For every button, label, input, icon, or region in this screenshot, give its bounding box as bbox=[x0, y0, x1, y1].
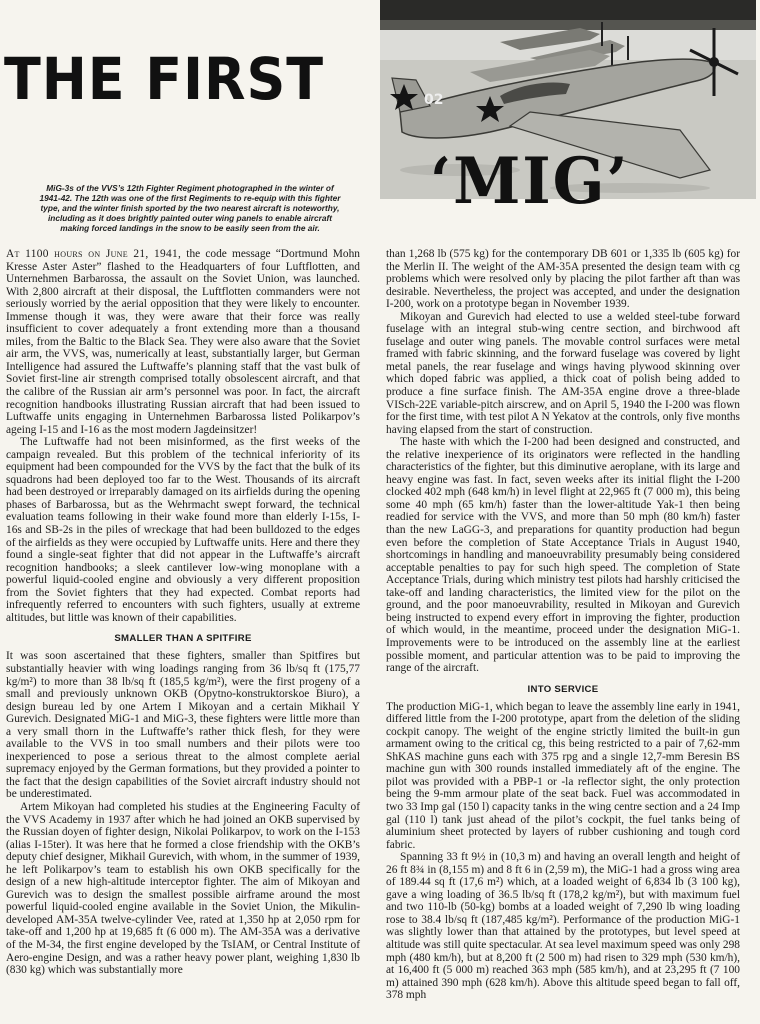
left-column bbox=[6, 248, 360, 977]
caption-line: MiG-3s of the VVS’s 12th Fighter Regiment photographed in the winter of bbox=[46, 183, 334, 193]
caption-line: type, and the winter finish sported by the two nearest aircraft is noteworthy, bbox=[40, 203, 340, 213]
paragraph: Spanning 33 ft 9½ in (10,3 m) and having an overall length and height of 26 ft 8¾ in (8,155 m) and 8 ft 6 in (2,59 m), the MiG-1 had a gross wing area of 189.44 sq ft (17,6 m²) which, at a loaded weight of 6,834 lb (3 100 kg), gave a wing loading of 36.5 lb/sq ft (178,2 kg/m²), but with maximum fuel and two 110-lb (50-kg) bombs at a loaded weight of 7,290 lb wing loading rose to 38.4 lb/sq ft (187,485 kg/m²). Performance of the production MiG-1 was slightly lower than that attained by the prototypes, but level speed at altitude was still quite spectacular. At sea level maximum speed was only 298 mph (480 km/h), but at 8,200 ft (2 500 m) had risen to 329 mph (530 km/h), at 16,400 ft (5 000 m) reached 363 mph (585 km/h), and at 23,295 ft (7 100 m) attained 390 mph (628 km/h). Above this altitude speed began to fall off, 378 mph bbox=[386, 851, 740, 1002]
right-column bbox=[386, 248, 740, 1002]
paragraph: The haste with which the I-200 had been designed and constructed, and the relative inexperience of its originators were reflected in the handling characteristics of the fighter, but this diminutive aeroplane, with its large and heavy engine was fast. In fact, seven weeks after its initial flight the I-200 clocked 402 mph (648 km/h) in level flight at 22,965 ft (7 000 m), this being some 40 mph (65 km/h) faster than the lower-altitude Yak-1 then being readied for service with the VVS, and more than 50 mph (80 km/h) faster than the new LaGG-3, and preparations for quantity production had begun even before the completion of State Acceptance Trials in August 1940, shortcomings in handling and manoeuvrability presumably being considered acceptable penalties to pay for such high speed. The completion of State Acceptance Trials, during which ministry test pilots had harshly criticised the take-off and landing characteristics, the limited view for the pilot on the ground, and the poor manoeuvrability, resulted in Mikoyan and Gurevich being instructed to expend every effort in improving the fighter, production of which would, in the meantime, proceed under the designation MiG-1. Improvements were to be introduced on the assembly line at the earliest possible moment, and particular attention was to be paid to improving the range of the aircraft. bbox=[386, 436, 740, 675]
paragraph: It was soon ascertained that these fighters, smaller than Spitfires but substantially heavier with wing loadings ranging from 36 lb/sq ft (175,77 kg/m²) to more than 38 lb/sq ft (185,5 kg/m²), were the first progeny of a small and previously unknown OKB (Opytno-konstruktorskoe Biuro), a design bureau led by one Artem I Mikoyan and a certain Mikhail Y Gurevich. Designated MiG-1 and MiG-3, these fighters were little more than a very small thorn in the Luftwaffe’s rather thick flesh, for they were available to the VVS in too small numbers and their pilots were too inexperienced to pose a serious threat to the almost complete aerial supremacy enjoyed by the German formations, but they provided a pointer to the fact that the design capabilities of the Soviet aircraft industry should not be underestimated. bbox=[6, 650, 360, 801]
headline-right: ‘MIG’ bbox=[430, 144, 630, 219]
paragraph: Mikoyan and Gurevich had elected to use a welded steel-tube forward fuselage with an integral stub-wing centre section, and birchwood aft fuselage and outer wing panels. The movable control surfaces were metal framed with fabric skinning, and the forward fuselage was covered by light metal panels, the rear fuselage and wings having plywood skinning over which doped fabric was applied, a thick coat of polish being added to produce a fine surface finish. The AM-35A engine drove a three-blade VISch-22E variable-pitch airscrew, and on April 5, 1940 the I-200 was flown for the first time, with test pilot A N Yekatov at the controls, only five months having elapsed from the start of construction. bbox=[386, 310, 740, 436]
caption-line: 1941-42. The 12th was one of the first Regiments to re-equip with this fighter bbox=[39, 193, 341, 203]
paragraph: than 1,268 lb (575 kg) for the contemporary DB 601 or 1,335 lb (605 kg) for the Merlin II. The weight of the AM-35A presented the design team with cg problems which were resolved only by placing the pilot farther aft than was desirable. Nevertheless, the project was accepted, and under the designation I-200, work on a prototype began in November 1939. bbox=[386, 248, 740, 311]
paragraph: Artem Mikoyan had completed his studies at the Engineering Faculty of the VVS Academy in 1937 after which he had joined an OKB supervised by the Russian doyen of fighter design, Nikolai Polikarpov, to work on the I-153 (alias I-15ter). It was here that he formed a close friendship with the OKB’s deputy chief designer, Mikhail Gurevich, with whom, in the summer of 1939, he left Polikarpov’s team to establish his own OKB specifically for the design of a new high-altitude interceptor fighter. The aim of Mikoyan and Gurevich was to design the smallest possible airframe around the most powerful liquid-cooled engine available in the Soviet Union, the Mikulin-developed AM-35A twelve-cylinder Vee, rated at 1,350 hp at 2,050 rpm for take-off and 1,200 hp at 19,685 ft (6 000 m). The AM-35A was a derivative of the M-34, the first engine developed by the TsIAM, or Central Institute of Aero-engine Design, and was a rather heavy power plant, weighing 1,830 lb (830 kg) which was substantially more bbox=[6, 800, 360, 977]
lead-in: At 1100 hours on June 21, 1941, bbox=[6, 248, 182, 260]
caption-line: including as it does brightly painted outer wing panels to enable aircraft bbox=[48, 213, 332, 223]
caption-line: making forced landings in the snow to be easily seen from the air. bbox=[60, 223, 320, 233]
paragraph bbox=[6, 248, 360, 436]
paragraph-text: the code message “Dortmund Mohn Kresse Aster Aster” flashed to the Headquarters of four Luftflotten, and Unternehmen Barbarossa, the assault on the Soviet Union, was launched. With 2,800 aircraft at their disposal, the Luftflotten commanders were not seriously worried by the aerial opposition that they were likely to encounter. Immense though it was, they were aware that their force was really insufficient to cover adequately a front extending more than a thousand miles, from the Baltic to the Black Sea. They were also aware that the Soviet air arm, the VVS, was, numerically at least, substantially larger, but German Intelligence had assured the Luftwaffe’s planning staff that the vast bulk of Soviet first-line air strength comprised totally obsolescent aircraft, and that the calibre of the Russian air arm’s personnel was poor. In fact, the aircraft recognition handbooks illustrating Russian aircraft that had been issued to Luftwaffe units engaging in Unternehmen Barbarossa listed Polikarpov’s ageing I-15 and I-16 as the most modern Jagdeinsitzer! bbox=[6, 248, 360, 436]
section-heading: SMALLER THAN A SPITFIRE bbox=[114, 633, 252, 645]
paragraph: The Luftwaffe had not been misinformed, as the first weeks of the campaign revealed. But this problem of the technical inferiority of its equipment had been compounded for the VVS by the fact that the bulk of its squadrons had been deployed too far to the West. Thousands of its aircraft had been destroyed or irreparably damaged on its airfields during the opening phases of Barbarossa, but as the Wehrmacht swept forward, the technical evaluation teams following in their wake found more than elderly I-15s, I-16s and SB-2s in the piles of wreckage that had been bulldozed to the edges of the airfields as they were occupied by Luftwaffe units. Here and there they found a single-seat fighter that did not appear in the Luftwaffe’s aircraft recognition handbooks; a sleek cantilever low-wing monoplane with a powerful liquid-cooled engine and obviously a very different proposition from the Soviet fighters that they had expected. Combat reports had infrequently referred to encounters with such fighters, usually at extreme altitudes, but little was known of their capabilities. bbox=[6, 436, 360, 624]
headline-left: THE FIRST bbox=[4, 45, 325, 113]
paragraph: The production MiG-1, which began to leave the assembly line early in 1941, differed little from the I-200 prototype, apart from the deletion of the sliding cockpit canopy. The weight of the engine strictly limited the built-in gun armament owing to the critical cg, this being restricted to a pair of 7,62-mm ShKAS machine guns each with 375 rpg and a single 12,7-mm Beresin BS machine gun with 300 rounds installed immediately aft of the engine. The pilot was provided with a PBP-1 or -la reflector sight, the only protection being the 9-mm armour plate of the seat back. Fuel was accommodated in two 33 Imp gal (150 l) capacity tanks in the wing centre section and a 24 Imp gal (110 l) tank just ahead of the pilot’s cockpit, the fuel tanks being of aluminium sheet protected by layers of rubber cushioning and tough cord fabric. bbox=[386, 700, 740, 851]
photo-caption bbox=[6, 183, 374, 233]
section-heading: INTO SERVICE bbox=[527, 683, 599, 695]
aircraft-code: 02 bbox=[424, 92, 444, 108]
